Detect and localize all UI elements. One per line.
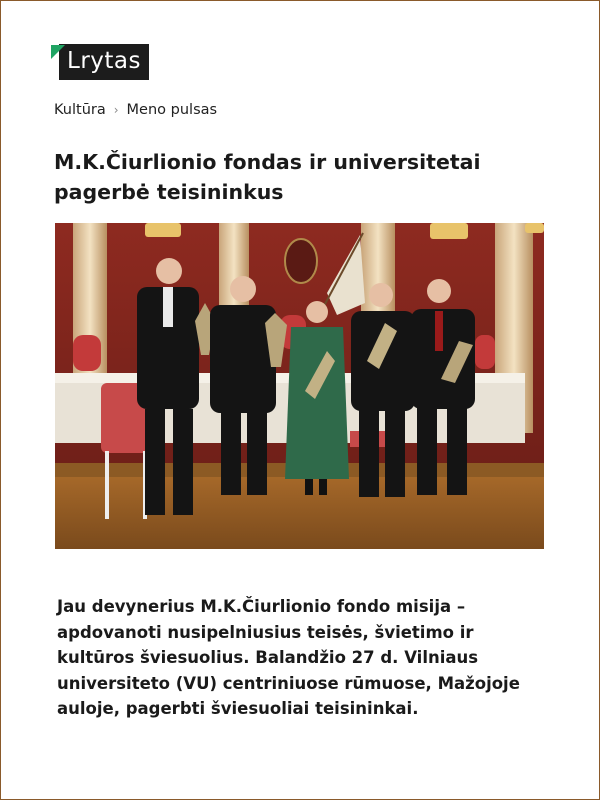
logo-text: Lrytas bbox=[59, 44, 149, 80]
article-photo[interactable] bbox=[55, 223, 544, 549]
logo-accent-icon bbox=[51, 45, 65, 59]
site-logo[interactable] bbox=[53, 43, 149, 81]
article-lead: Jau devynerius M.K.Čiurlionio fondo misija – apdovanoti nusipelniusius teisės, švietimo ir kultūros šviesuolius. Balandžio 27 d. Vilniaus universiteto (VU) centriniuose rūmuose, Mažojoje auloje, pagerbti šviesuoliai teisininkai. bbox=[57, 597, 520, 718]
photo-illustration bbox=[55, 223, 544, 549]
chevron-right-icon: › bbox=[113, 103, 119, 117]
breadcrumb-item-kultura[interactable]: Kultūra bbox=[54, 102, 106, 118]
breadcrumb-item-meno-pulsas[interactable]: Meno pulsas bbox=[126, 102, 218, 118]
breadcrumb bbox=[54, 102, 217, 118]
article-title: M.K.Čiurlionio fondas ir universitetai pagerbė teisininkus bbox=[54, 150, 481, 204]
